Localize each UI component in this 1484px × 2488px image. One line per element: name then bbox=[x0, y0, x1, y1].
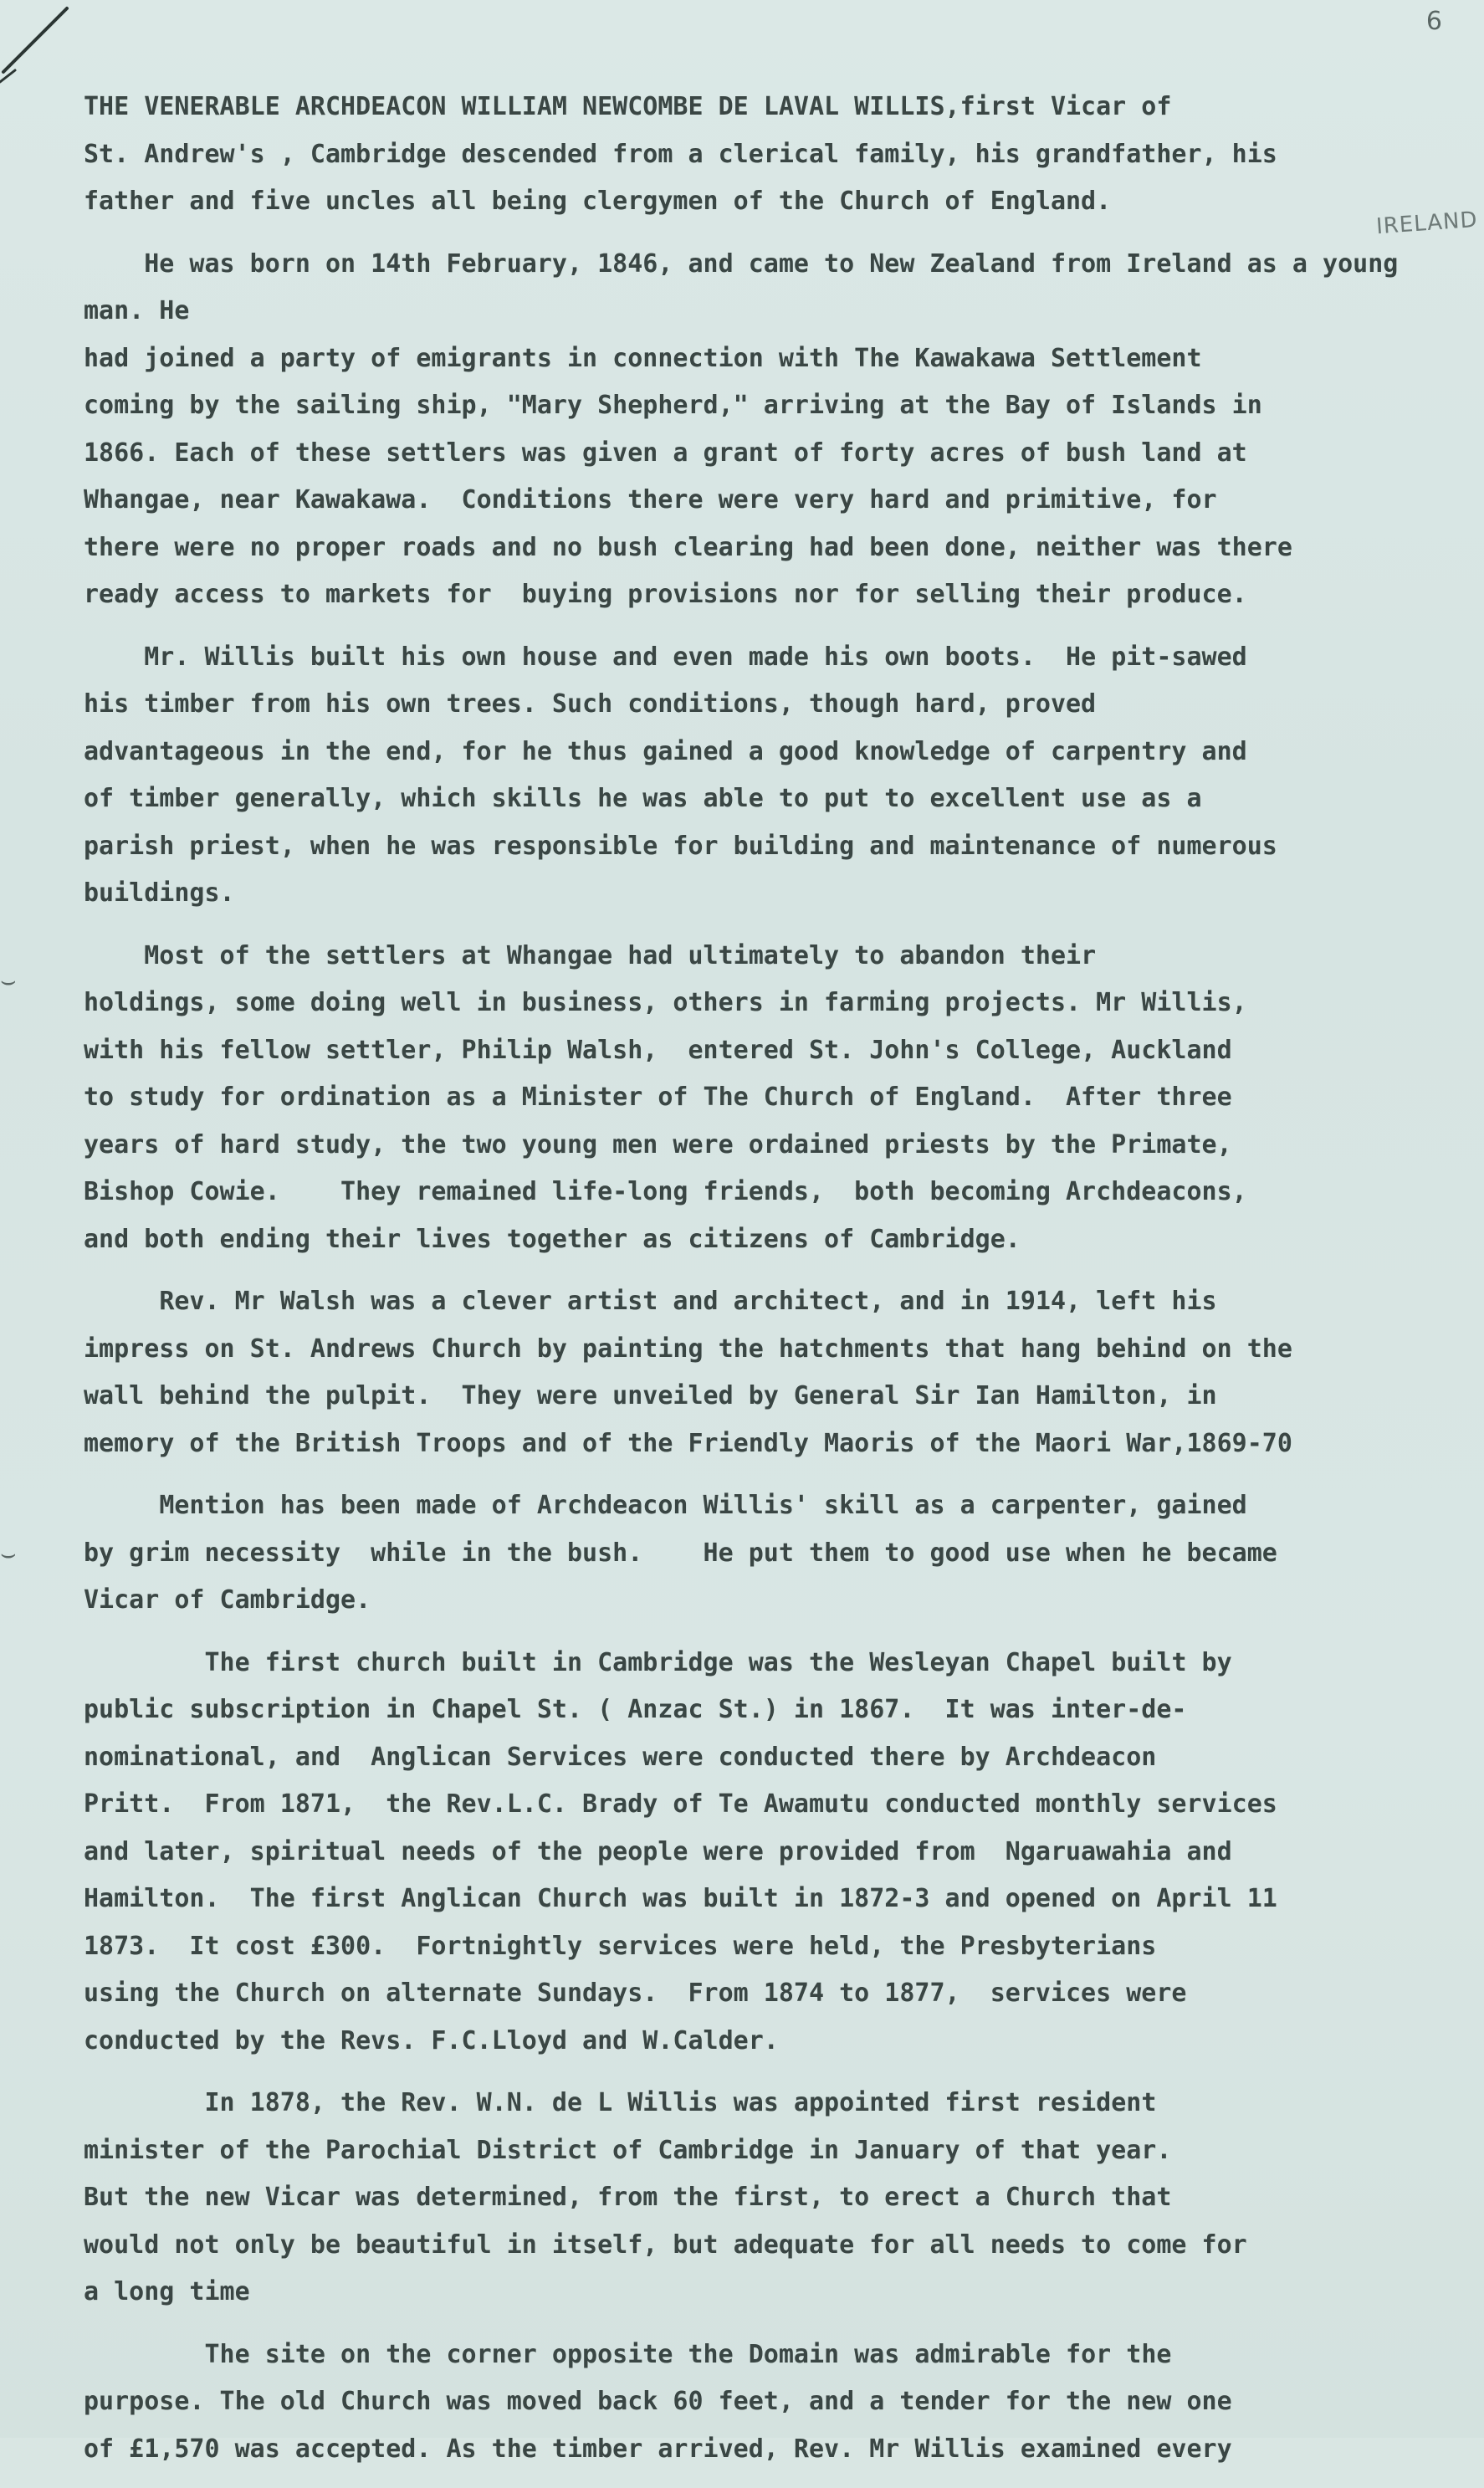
typed-text-body bbox=[84, 84, 1456, 2488]
paragraph-birth: He was born on 14th February, 1846, and came to New Zealand from Ireland as a young man. He had joined a party of emigrants in connection with The Kawakawa Settlement coming by the sailing ship, "Mary Shepherd," arriving at the Bay of Islands in 1866. Each of these settlers was given a grant of forty acres of bush land at Whangae, near Kawakawa. Conditions there were very hard and primitive, for there were no proper roads and no bush clearing had been done, neither was there ready access to markets for buying provisions nor for selling their produce. bbox=[84, 248, 1399, 609]
margin-bracket: ⌣ bbox=[0, 966, 17, 996]
paragraph-1878: In 1878, the Rev. W.N. de L Willis was appointed first resident minister of the Parochial District of Cambridge in January of that year. But the new Vicar was determined, from the first, to erect a Church that would not only be beautiful in itself, but adequate for all needs to come for a long time bbox=[84, 2088, 1247, 2306]
paragraph-settlers: Most of the settlers at Whangae had ultimately to abandon their holdings, some doing well in business, others in farming projects. Mr Willis, with his fellow settler, Philip Walsh, entered St. John's College, Auckland to study for ordination as a Minister of The Church of England. After three years of hard study, the two young men were ordained priests by the Primate, Bishop Cowie. They remained life-long friends, both becoming Archdeacons, and both ending their lives together as citizens of Cambridge. bbox=[84, 940, 1247, 1254]
margin-bracket: ⌣ bbox=[0, 1539, 17, 1569]
paragraph-house: Mr. Willis built his own house and even made his own boots. He pit-sawed his timber from his own trees. Such conditions, though hard, proved advantageous in the end, for he thus gained a good knowledge of carpentry and of timber generally, which skills he was able to put to excellent use as a parish priest, when he was responsible for building and maintenance of numerous buildings. bbox=[84, 642, 1277, 908]
paragraph-walsh: Rev. Mr Walsh was a clever artist and architect, and in 1914, left his impress on St. Andrews Church by painting the hatchments that hang behind on the wall behind the pulpit. They were unveiled by General Sir Ian Hamilton, in memory of the British Troops and of the Friendly Maoris of the Maori War,1869-70 bbox=[84, 1287, 1292, 1458]
page-number: 6 bbox=[1425, 7, 1442, 36]
paragraph-first-church: The first church built in Cambridge was the Wesleyan Chapel built by public subscription in Chapel St. ( Anzac St.) in 1867. It was inter-de- nominational, and Anglican Services were conducted there by Archdeacon Pritt. From 1871, the Rev.L.C. Brady of Te Awamutu conducted monthly services and later, spiritual needs of the people were provided from Ngaruawahia and Hamilton. The first Anglican Church was built in 1872-3 and opened on April 11 1873. It cost £300. Fortnightly services were held, the Presbyterians using the Church on alternate Sundays. From 1874 to 1877, services were conducted by the Revs. F.C.Lloyd and W.Calder. bbox=[84, 1647, 1277, 2055]
paragraph-site: The site on the corner opposite the Domain was admirable for the purpose. The old Church was moved back 60 feet, and a tender for the new one of £1,570 was accepted. As the timber arrived, Rev. Mr Willis examined every bbox=[84, 2339, 1232, 2464]
paragraph-intro: THE VENERABLE ARCHDEACON WILLIAM NEWCOMBE DE LAVAL WILLIS,first Vicar of St. Andrew's , Cambridge descended from a clerical family, his grandfather, his father and five uncles all being clergymen of the Church of England. bbox=[84, 92, 1277, 216]
paragraph-carpenter: Mention has been made of Archdeacon Willis' skill as a carpenter, gained by grim necessity while in the bush. He put them to good use when he became Vicar of Cambridge. bbox=[84, 1491, 1277, 1615]
pen-stroke-mark bbox=[0, 0, 84, 92]
margin-note: IRELAND bbox=[1374, 207, 1478, 240]
